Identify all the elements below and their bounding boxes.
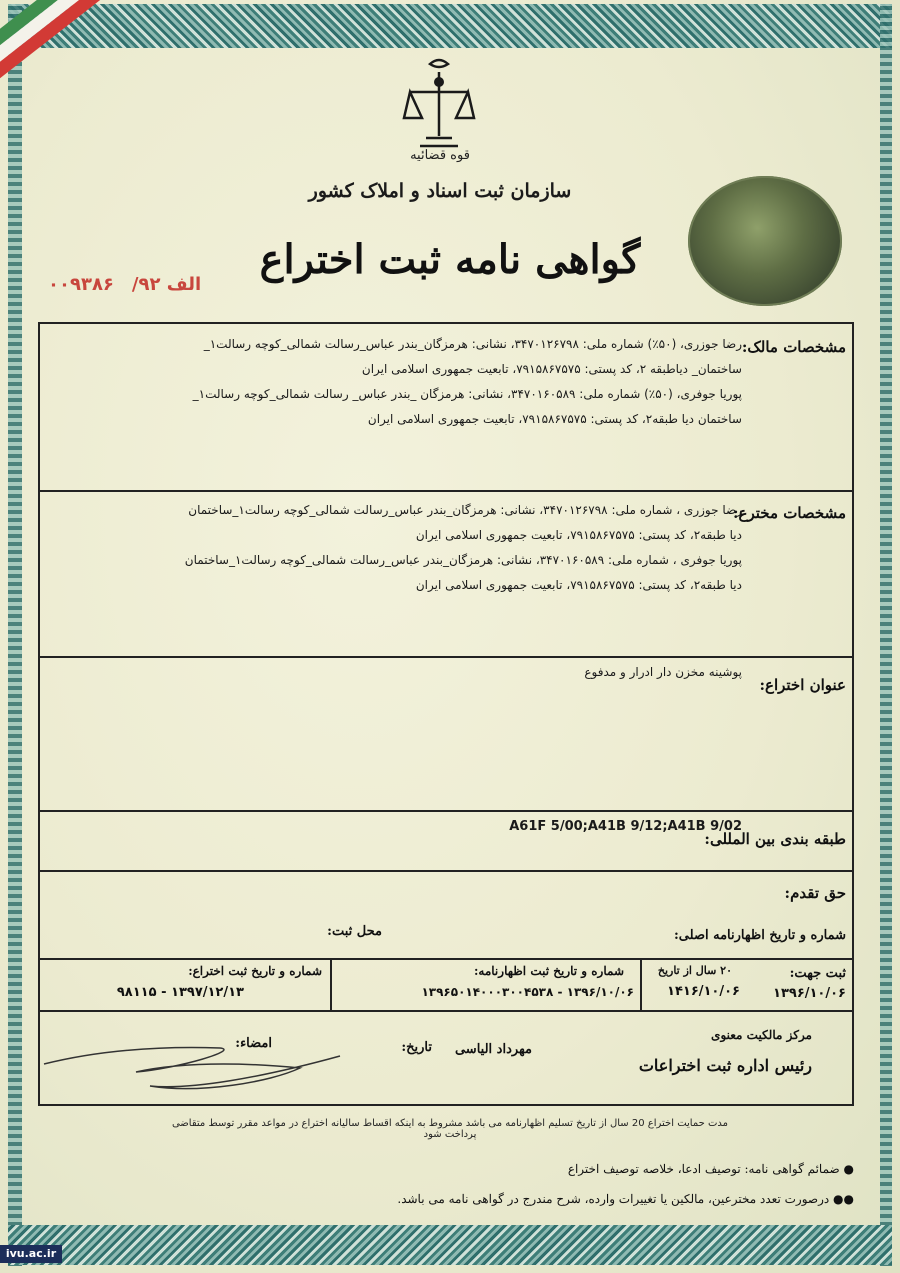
judiciary-text: قوه قضائیه [410,148,470,163]
inventor-line: رضا جوزری ، شماره ملی: ۳۴۷۰۱۲۶۷۹۸، نشانی: هرمزگان_بندر عباس_رسالت شمالی_کوچه رسالت۱_ساختمان [188,503,742,517]
multiple-owners-note: ●● درصورت تعدد مخترعین، مالکین یا تغییرات وارده، شرح مندرج در گواهی نامه می باشد. [397,1192,854,1206]
priority-row [40,870,852,960]
priority-label: حق تقدم: [784,884,846,902]
signature-date-label: تاریخ: [401,1040,432,1055]
owner-line: رضا جوزری، (۵۰٪) شماره ملی: ۳۴۷۰۱۲۶۷۹۸، نشانی: هرمزگان_بندر عباس_رسالت شمالی_کوچه رسالت۱_ [203,337,742,351]
owner-line: ساختمان_ دیاطبقه ۲، کد پستی: ۷۹۱۵۸۶۷۵۷۵، تابعیت جمهوری اسلامی ایران [361,362,742,376]
declaration-value: ۱۳۹۶/۱۰/۰۶ - ۱۳۹۶۵۰۱۴۰۰۰۳۰۰۴۵۳۸ [421,985,634,999]
inventor-row [40,490,852,658]
validity-end-value: ۱۴۱۶/۱۰/۰۶ [667,984,740,999]
owner-details [52,332,742,432]
site-watermark: ivu.ac.ir [0,1245,62,1263]
signature-sign-label: امضاء: [235,1036,272,1051]
signature-office: رئیس اداره ثبت اختراعات [638,1056,812,1075]
original-declaration-label: شماره و تاریخ اظهارنامه اصلی: [674,928,846,943]
multiple-owners-text: درصورت تعدد مخترعین، مالکین یا تغییرات وارده، شرح مندرج در گواهی نامه می باشد. [397,1192,830,1206]
border-left [8,4,22,1266]
border-bottom [8,1225,892,1265]
invention-title-label: عنوان اختراع: [759,676,846,694]
certificate-table [38,322,854,1106]
invention-title-value: پوشینه مخزن دار ادرار و مدفوع [584,665,742,679]
signature-row [40,1010,852,1100]
owner-line: پوریا جوفری، (۵۰٪) شماره ملی: ۳۴۷۰۱۶۰۵۸۹، نشانی: هرمزگان _بندر عباس_ رسالت شمالی_کوچه رسالت۱_ [192,387,742,401]
serial-series: الف ۹۲/ [131,274,202,295]
owner-label: مشخصات مالک: [741,338,846,356]
registration-place-label: محل ثبت: [327,924,382,939]
inventor-line: پوریا جوفری ، شماره ملی: ۳۴۷۰۱۶۰۵۸۹، نشانی: هرمزگان_بندر عباس_رسالت شمالی_کوچه رسالت۱_ساختمان [184,553,742,567]
dates-row [40,958,852,1012]
inventor-line: دیا طبقه۲، کد پستی: ۷۹۱۵۸۶۷۵۷۵، تابعیت جمهوری اسلامی ایران [415,578,742,592]
validity-note: مدت حمایت اختراع 20 سال از تاریخ تسلیم اظهارنامه می باشد مشروط به اینکه اقساط سالیانه اختراع در مواعد مقرر توسط متقاضی پرداخت شود [171,1118,729,1140]
hologram-seal [688,176,842,306]
handwritten-signature-icon [40,1020,370,1100]
serial-digits: ۰۰۹۳۸۶ [48,274,114,295]
border-top [8,4,892,48]
classification-label: طبقه بندی بین المللی: [704,830,846,848]
registration-date-label: ثبت جهت: [789,966,846,981]
classification-row [40,810,852,872]
inventor-label: مشخصات مخترع: [732,504,846,522]
owner-row [40,324,852,492]
owner-line: ساختمان دیا طبقه۲، کد پستی: ۷۹۱۵۸۶۷۵۷۵، تابعیت جمهوری اسلامی ایران [367,412,742,426]
certificate-title: گواهی نامه ثبت اختراع [259,236,641,283]
inventor-line: دیا طبقه۲، کد پستی: ۷۹۱۵۸۶۷۵۷۵، تابعیت جمهوری اسلامی ایران [415,528,742,542]
attachments-note: ● ضمائم گواهی نامه: توصیف ادعا، خلاصه توصیف اختراع [567,1162,854,1176]
invention-title-row [40,656,852,812]
signature-center: مرکز مالکیت معنوی [711,1028,812,1042]
patent-registration-value: ۱۳۹۷/۱۲/۱۳ - ۹۸۱۱۵ [116,985,244,1000]
judiciary-emblem-icon [402,56,476,156]
registration-date-value: ۱۳۹۶/۱۰/۰۶ [773,986,846,1001]
serial-number [48,274,201,295]
declaration-label: شماره و تاریخ ثبت اظهارنامه: [473,964,624,978]
classification-value: A61F 5/00;A41B 9/12;A41B 9/02 [509,819,742,834]
validity-sub-label: ۲۰ سال از تاریخ [657,964,732,977]
patent-registration-label: شماره و تاریخ ثبت اختراع: [188,964,322,978]
attachments-text: ضمائم گواهی نامه: توصیف ادعا، خلاصه توصیف اختراع [567,1162,840,1176]
signature-name: مهرداد الیاسی [454,1042,532,1057]
inventor-details [52,498,742,598]
organization-name: سازمان ثبت اسناد و املاک کشور [308,180,572,202]
border-right [880,4,892,1266]
